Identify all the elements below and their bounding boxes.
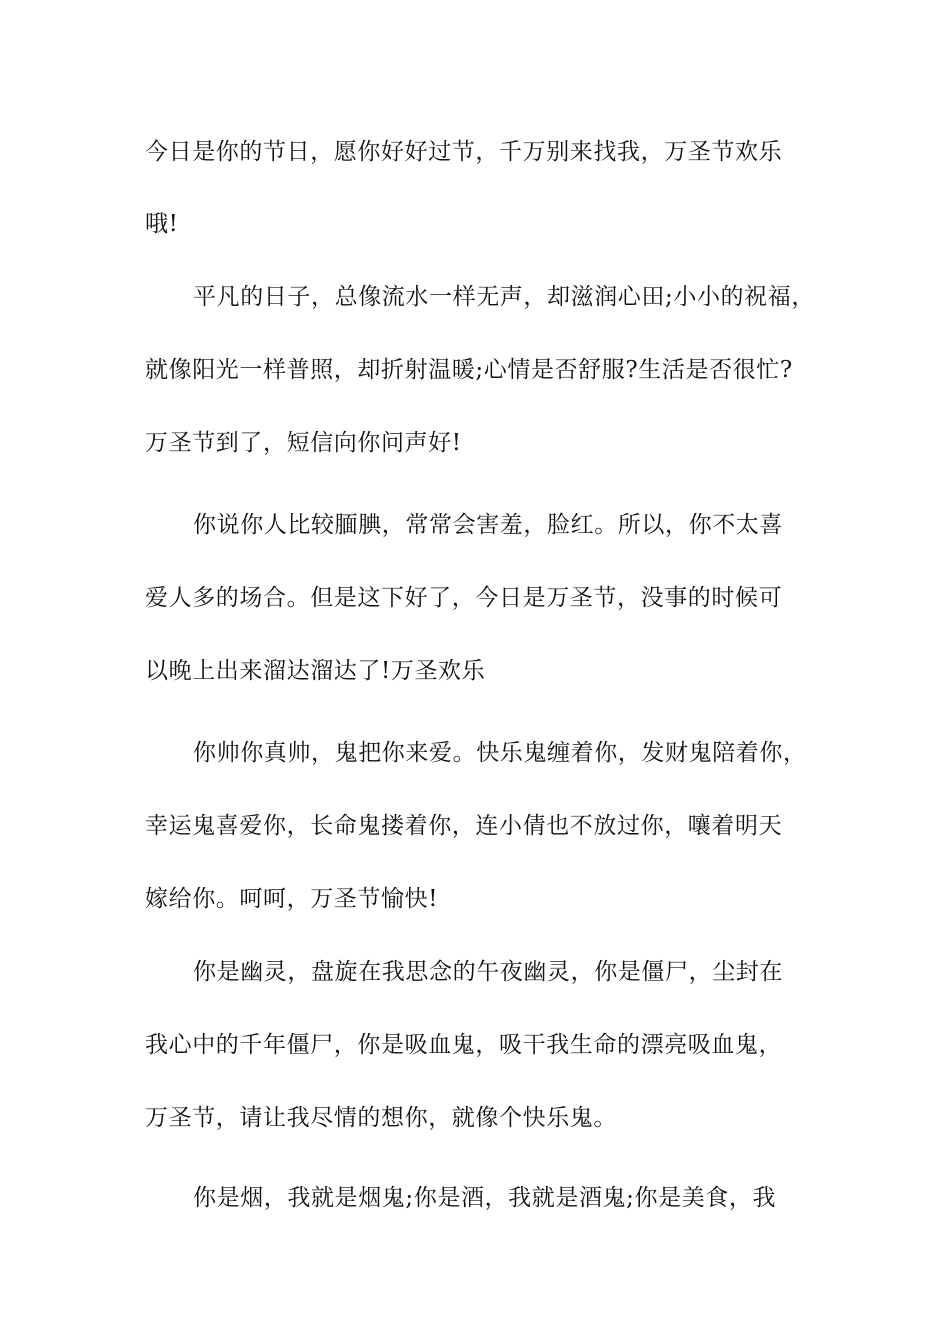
text-line: 以晚上出来溜达溜达了!万圣欢乐 <box>145 658 486 684</box>
text-line: 万圣节到了，短信向你问声好! <box>145 430 462 456</box>
paragraph-first-line: 平凡的日子，总像流水一样无声，却滋润心田;小小的祝福， <box>193 284 815 310</box>
text-line: 万圣节，请让我尽情的想你，就像个快乐鬼。 <box>145 1105 617 1131</box>
text-line: 就像阳光一样普照，却折射温暖;心情是否舒服?生活是否很忙? <box>145 357 793 383</box>
text-line: 今日是你的节日，愿你好好过节，千万别来找我，万圣节欢乐 <box>145 139 783 165</box>
paragraph-first-line: 你是烟，我就是烟鬼;你是酒，我就是酒鬼;你是美食，我 <box>193 1185 777 1211</box>
text-line: 嫁给你。呵呵，万圣节愉快! <box>145 886 439 912</box>
paragraph-first-line: 你说你人比较腼腆，常常会害羞，脸红。所以，你不太喜 <box>193 512 783 538</box>
paragraph-first-line: 你帅你真帅，鬼把你来爱。快乐鬼缠着你，发财鬼陪着你， <box>193 740 807 766</box>
text-line: 哦! <box>145 211 179 237</box>
text-line: 爱人多的场合。但是这下好了，今日是万圣节，没事的时候可 <box>145 585 783 611</box>
paragraph-first-line: 你是幽灵，盘旋在我思念的午夜幽灵，你是僵尸，尘封在 <box>193 959 783 985</box>
text-line: 幸运鬼喜爱你，长命鬼搂着你，连小倩也不放过你，嚷着明天 <box>145 813 783 839</box>
text-line: 我心中的千年僵尸，你是吸血鬼，吸干我生命的漂亮吸血鬼， <box>145 1032 783 1058</box>
